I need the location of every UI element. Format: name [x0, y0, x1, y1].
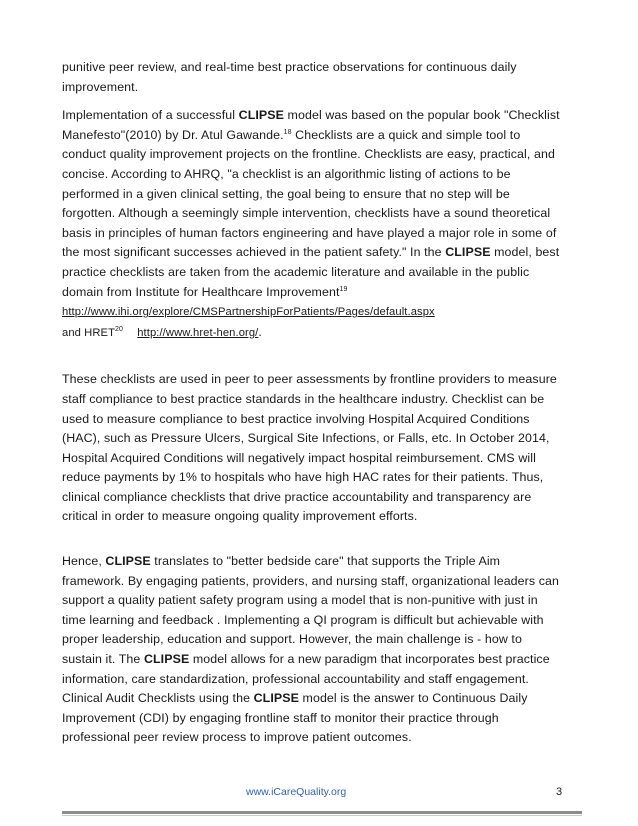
p4-text-a: Hence, — [62, 554, 106, 569]
footnote-ref-20: 20 — [115, 325, 124, 333]
p2-text-d: model, best practice checklists are taken from the academic literature and available in the public domain from Institute for Healthcare Improvement — [62, 245, 560, 299]
footnote-ref-18: 18 — [283, 128, 292, 136]
clipse-term: CLIPSE — [238, 108, 285, 123]
p2-text-c: Checklists are a quick and simple tool to conduct quality improvement projects on the frontline. Checklists are easy, practical, and concise. According to AHRQ, "a checklist is an algorithmic listing of actions to be performed in a given clinical setting, the goal being to ensure that no step will be forgotten. Although a seemingly simple intervention, checklists have a sound theoretical basis in principles of human factors engineering and have played a major role in some of the most significant successes achieved in the patient safety." In the — [62, 127, 557, 260]
clipse-term: CLIPSE — [143, 652, 190, 667]
p2-text-e: and HRET — [62, 326, 116, 339]
footer-website-link[interactable]: www.iCareQuality.org — [246, 786, 347, 798]
ihi-link[interactable]: http://www.ihi.org/explore/CMSPartnershipForPatients/Pages/default.aspx — [62, 306, 435, 319]
p2-text-a: Implementation of a successful — [62, 108, 239, 123]
footer-rule-thin — [62, 815, 582, 816]
p4-text-d: model is the answer to Continuous Daily Improvement (CDI) by engaging frontline staff to monitor their practice through professional peer review process to improve patient outcomes. — [62, 691, 528, 745]
paragraph-4 — [62, 552, 562, 748]
paragraph-2 — [62, 106, 562, 343]
clipse-term: CLIPSE — [105, 554, 151, 569]
document-body — [62, 58, 562, 748]
p2-text-b: model was based on the popular book "Checklist Manefesto"(2010) by Dr. Atul Gawande. — [62, 108, 560, 142]
page-number: 3 — [556, 786, 563, 798]
clipse-term: CLIPSE — [445, 245, 491, 260]
footnote-ref-19: 19 — [339, 285, 348, 293]
hret-link[interactable]: http://www.hret-hen.org/ — [137, 326, 259, 339]
p2-text-f: . — [258, 324, 262, 339]
footer-rule — [62, 811, 582, 814]
paragraph-3: These checklists are used in peer to peer assessments by frontline providers to measure staff compliance to best practice standards in the healthcare industry. Checklist can be used to measure compliance to best practice involving Hospital Acquired Conditions (HAC), such as Pressure Ulcers, Surgical Site Infections, or Falls, etc. In October 2014, Hospital Acquired Conditions will negatively impact hospital reimbursement. CMS will reduce payments by 1% to hospitals who have high HAC rates for their patients. Thus, clinical compliance checklists that drive practice accountability and transparency are critical in order to measure ongoing quality improvement efforts. — [62, 372, 557, 524]
p4-text-b: translates to "better bedside care" that supports the Triple Aim framework. By engaging patients, providers, and nursing staff, organizational leaders can support a quality patient safety program using a model that is non-punitive with just in time learning and feedback . Implementing a QI program is difficult but achievable with proper leadership, education and support. However, the main challenge is - how to sustain it. The — [62, 554, 560, 667]
clipse-term: CLIPSE — [253, 691, 299, 706]
paragraph-1: punitive peer review, and real-time best practice observations for continuous daily improvement. — [62, 60, 517, 94]
p4-text-c: model allows for a new paradigm that incorporates best practice information, care standardization, professional accountability and staff engagement. Clinical Audit Checklists using the — [62, 652, 550, 706]
